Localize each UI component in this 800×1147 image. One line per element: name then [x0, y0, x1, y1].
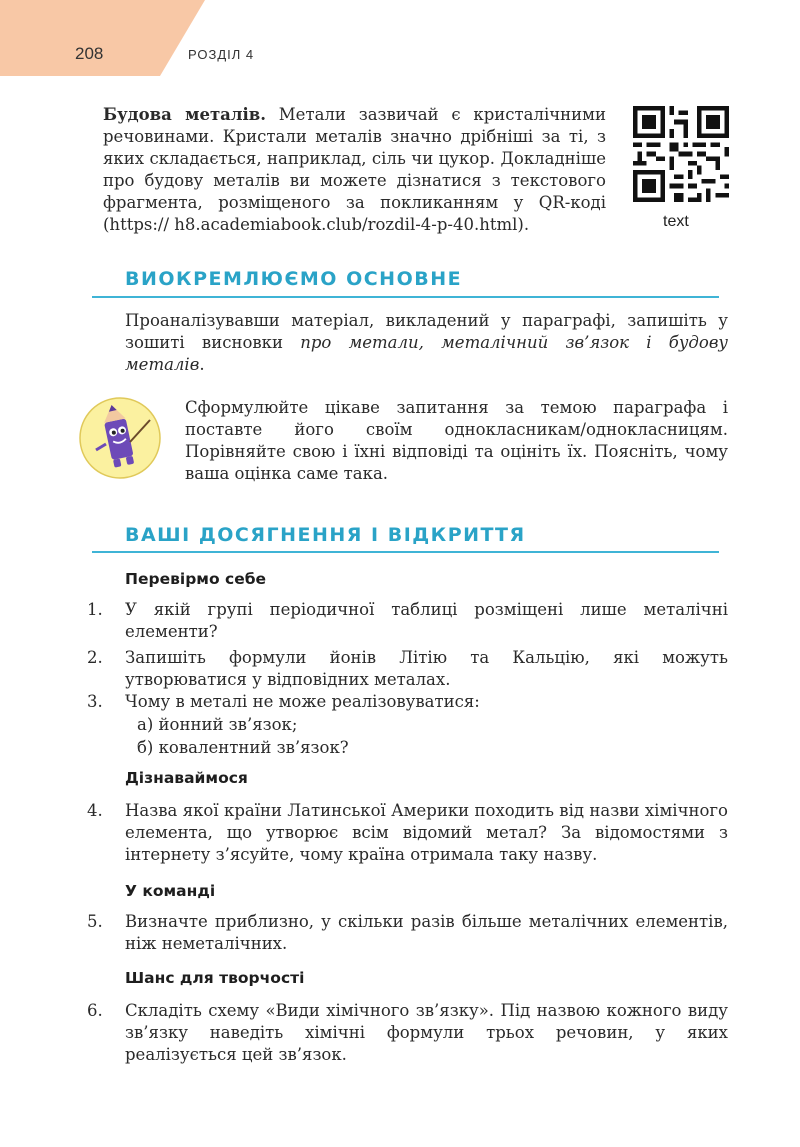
subheading-creativity: Шанс для творчості: [125, 969, 305, 987]
subheading-team: У команді: [125, 882, 216, 900]
item-text: Чому в металі не може реалізовуватися:: [125, 692, 480, 711]
item-number: 1.: [87, 600, 103, 619]
section-heading-achievements: ВАШІ ДОСЯГНЕННЯ І ВІДКРИТТЯ: [125, 524, 526, 546]
item-text: Визначте приблизно, у скільки разів більше металічних елементів, ніж неметалічних.: [125, 912, 728, 953]
intro-bold: Будова металів.: [103, 105, 266, 124]
item-text: Запишіть формули йонів Літію та Кальцію, які можуть утворюватися у відповідних металах.: [125, 648, 728, 689]
intro-paragraph: [103, 104, 606, 236]
page-number: 208: [75, 44, 104, 63]
item-number: 4.: [87, 801, 103, 820]
conclusion-italic: про метали, металічний зв’язок і будову металів: [125, 333, 728, 374]
subheading-learn: Дізнаваймося: [125, 769, 248, 787]
conclusion-paragraph: [125, 310, 728, 376]
subheading-check: Перевірмо себе: [125, 570, 267, 588]
qr-code-icon[interactable]: [633, 106, 729, 202]
pencil-mascot-icon: [78, 396, 162, 480]
item-text: Назва якої країни Латинської Америки походить від назви хімічного елемента, що утворює всім відомий метал? За відомостями з інтернету з’ясуйте, чому країна отримала таку назву.: [125, 801, 728, 864]
section-divider: [92, 551, 719, 553]
intro-text: Метали зазвичай є кристалічними речовинами. Кристали металів значно дрібніші за ті, з яких складається, наприклад, сіль чи цукор. Докладніше про будову металів ви можете дізнатися з текстового фрагмента, розміщеного за покликанням у QR-коді (https:// h8.academiabook.club/rozdil-4-p-40.html).: [103, 105, 606, 234]
section-heading-main: ВИОКРЕМЛЮЄМО ОСНОВНЕ: [125, 268, 463, 290]
item-number: 2.: [87, 648, 103, 667]
sub-item: а) йонний зв’язок;: [137, 715, 298, 734]
item-text: У якій групі періодичної таблиці розміщені лише металічні елементи?: [125, 600, 728, 641]
header-tab: [0, 0, 205, 76]
section-label: РОЗДІЛ 4: [188, 47, 255, 62]
task-paragraph: Сформулюйте цікаве запитання за темою параграфа і поставте його своїм однокласникам/однокласницям. Порівняйте свою і їхні відповіді та оцініть їх. Поясніть, чому ваша оцінка саме така.: [185, 398, 728, 483]
item-number: 6.: [87, 1001, 103, 1020]
conclusion-text: Проаналізувавши матеріал, викладений у параграфі, запишіть у зошиті висновки: [125, 311, 728, 352]
item-text: Складіть схему «Види хімічного зв’язку». Під назвою кожного виду зв’язку наведіть хімічні формули трьох речовин, у яких реалізується цей зв’язок.: [125, 1001, 728, 1064]
qr-caption: text: [663, 213, 689, 230]
conclusion-end: .: [199, 355, 205, 374]
item-number: 3.: [87, 692, 103, 711]
item-number: 5.: [87, 912, 103, 931]
sub-item: б) ковалентний зв’язок?: [137, 738, 349, 757]
section-divider: [92, 296, 719, 298]
